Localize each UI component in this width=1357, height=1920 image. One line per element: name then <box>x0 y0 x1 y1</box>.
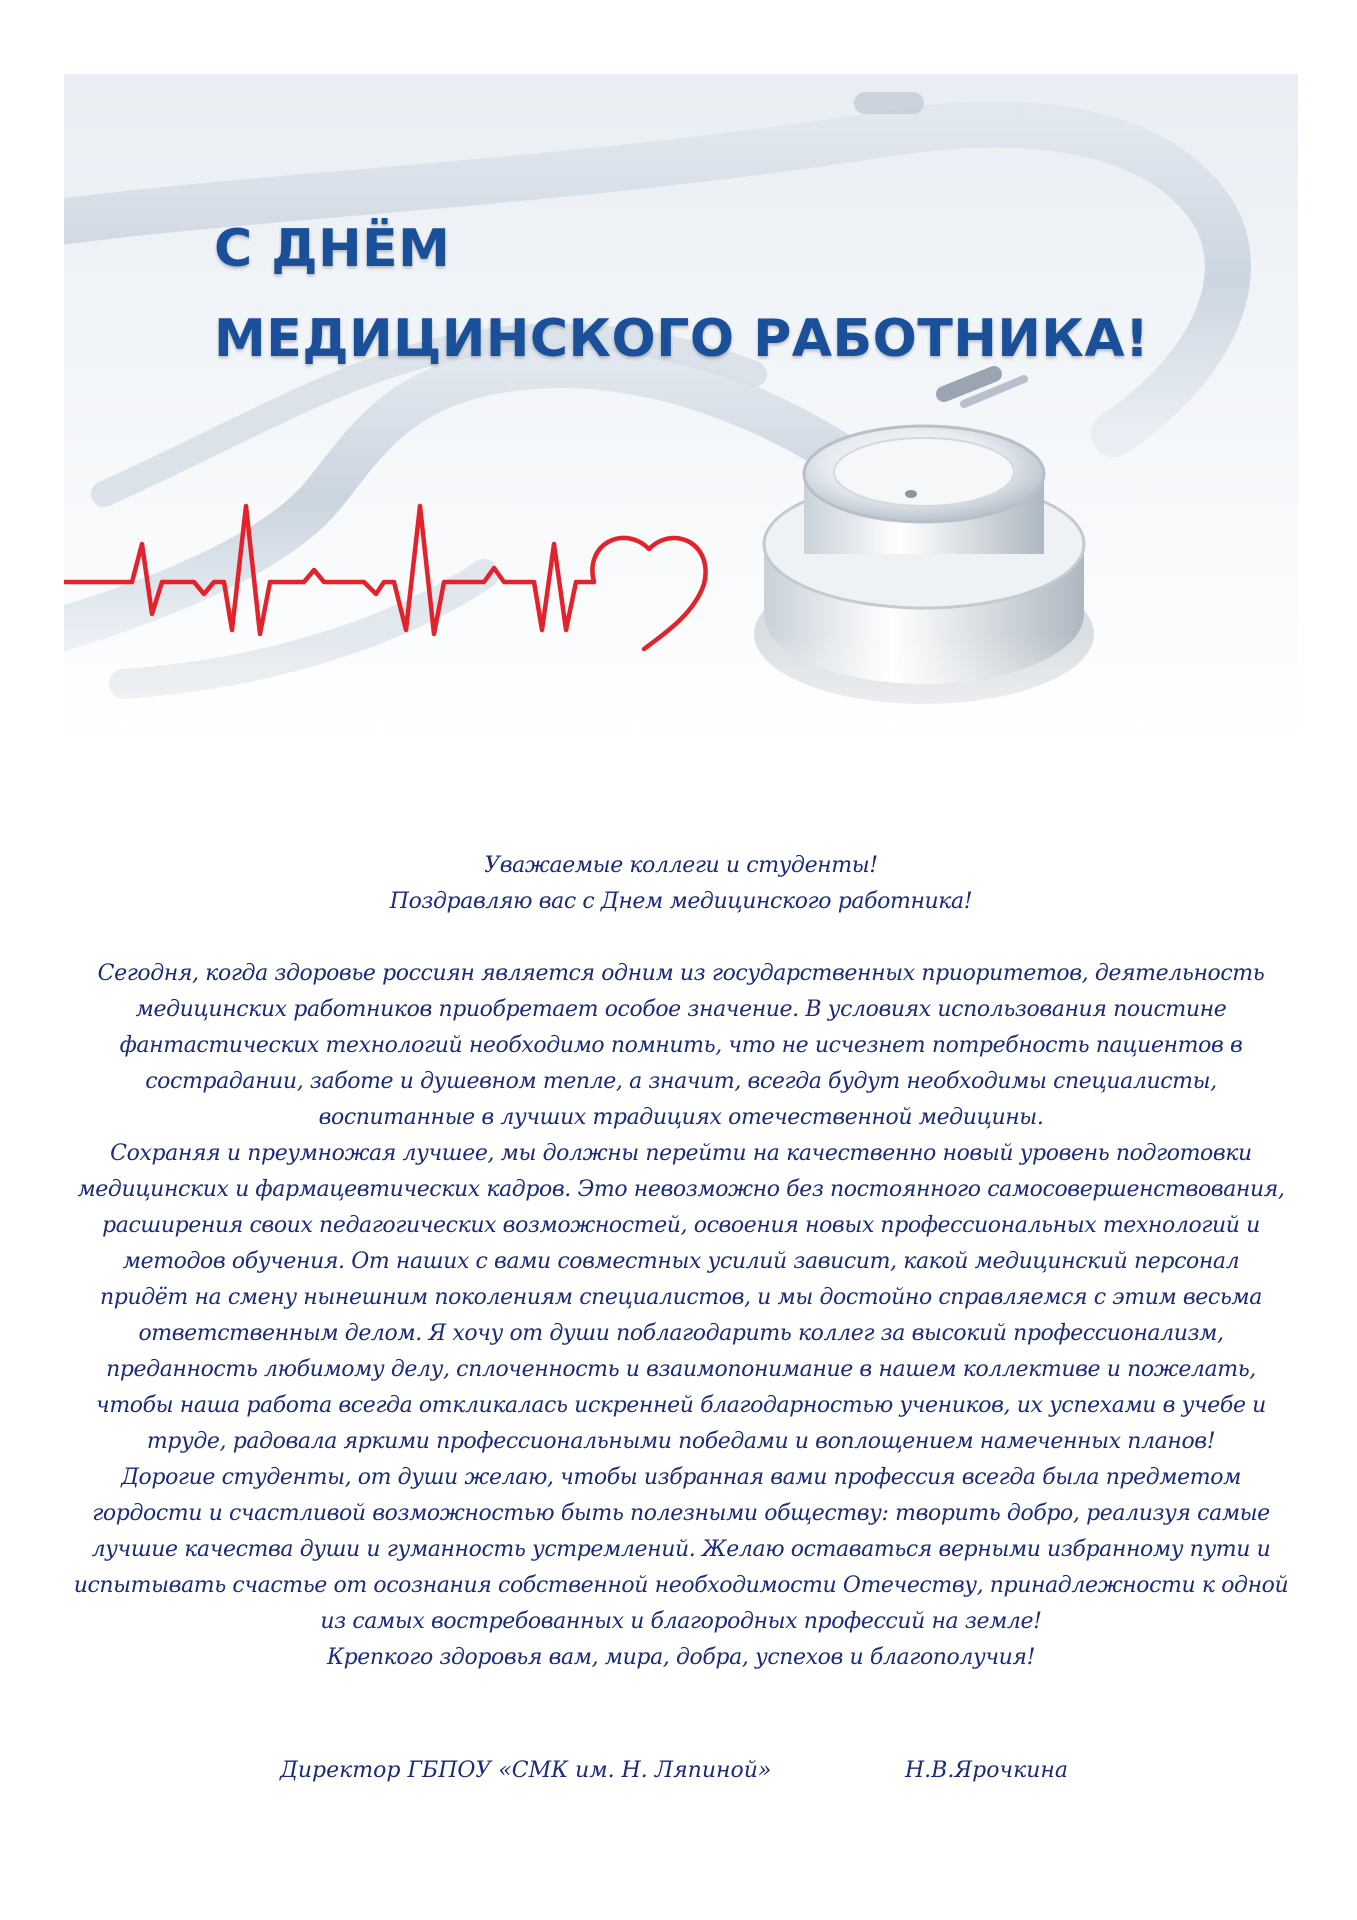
body-line: гордости и счастливой возможностью быть полезными обществу: творить добро, реализуя самые <box>92 1501 1270 1526</box>
body-line: расширения своих педагогических возможностей, освоения новых профессиональных технологий и <box>102 1213 1260 1238</box>
paragraph-gap <box>64 920 1298 956</box>
body-line: преданность любимому делу, сплоченность и взаимопонимание в нашем коллективе и пожелать, <box>106 1357 1256 1382</box>
signer-position: Директор ГБПОУ «СМК им. Н. Ляпиной» <box>280 1758 772 1783</box>
banner-title-line2: МЕДИЦИНСКОГО РАБОТНИКА! <box>214 309 1150 369</box>
stethoscope-illustration <box>64 74 1298 770</box>
body-line: Сегодня, когда здоровье россиян является одним из государственных приоритетов, деятельность <box>97 961 1265 986</box>
body-line: сострадании, заботе и душевном тепле, а значит, всегда будут необходимы специалисты, <box>145 1069 1217 1094</box>
banner-image <box>64 74 1298 770</box>
body-line: ответственным делом. Я хочу от души поблагодарить коллег за высокий профессионализм, <box>138 1321 1224 1346</box>
body-line: методов обучения. От наших с вами совместных усилий зависит, какой медицинский персонал <box>122 1249 1240 1274</box>
body-line: труде, радовала яркими профессиональными победами и воплощением намеченных планов! <box>146 1429 1216 1454</box>
body-line: лучшие качества души и гуманность устремлений. Желаю оставаться верными избранному пути и <box>91 1537 1271 1562</box>
signature-block <box>0 1753 1357 1793</box>
greeting-line: Уважаемые коллеги и студенты! <box>484 853 878 878</box>
body-line: Крепкого здоровья вам, мира, добра, успехов и благополучия! <box>326 1645 1036 1670</box>
signer-name: Н.В.Ярочкина <box>905 1758 1069 1783</box>
body-line: из самых востребованных и благородных профессий на земле! <box>320 1609 1042 1634</box>
body-line: медицинских и фармацевтических кадров. Это невозможно без постоянного самосовершенствования, <box>77 1177 1285 1202</box>
body-line: придёт на смену нынешним поколениям специалистов, и мы достойно справляемся с этим весьма <box>100 1285 1262 1310</box>
greeting-line: Поздравляю вас с Днем медицинского работника! <box>389 889 973 914</box>
body-line: чтобы наша работа всегда откликалась искренней благодарностью учеников, их успехами в учебе и <box>96 1393 1266 1418</box>
body-line: Дорогие студенты, от души желаю, чтобы избранная вами профессия всегда была предметом <box>121 1465 1241 1490</box>
body-line: воспитанные в лучших традициях отечественной медицины. <box>318 1105 1044 1130</box>
body-line: медицинских работников приобретает особое значение. В условиях использования поистине <box>135 997 1227 1022</box>
body-line: испытывать счастье от осознания собственной необходимости Отечеству, принадлежности к одной <box>73 1573 1289 1598</box>
body-line: фантастических технологий необходимо помнить, что не исчезнет потребность пациентов в <box>119 1033 1243 1058</box>
banner-title <box>214 204 1149 384</box>
banner-title-line1: С ДНЁМ <box>214 219 451 279</box>
letter-body <box>64 848 1298 1676</box>
body-line: Сохраняя и преумножая лучшее, мы должны перейти на качественно новый уровень подготовки <box>110 1141 1252 1166</box>
